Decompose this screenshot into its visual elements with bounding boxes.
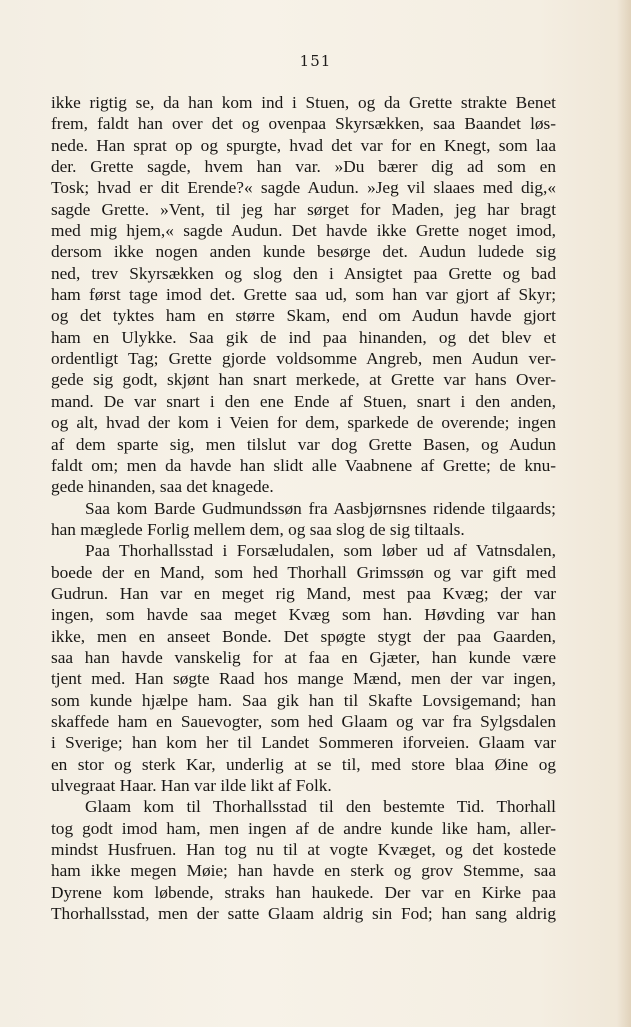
text-line: faldt om; men da havde han slidt alle Vaabnene af Grette; de knu- bbox=[51, 455, 556, 475]
text-line: gede sig godt, skjønt han snart merkede, at Grette var hans Over- bbox=[51, 370, 556, 390]
text-line: sagde Grette. »Vent, til jeg har sørget for Maden, jeg har bragt bbox=[51, 199, 556, 219]
text-line: ulvegraat Haar. Han var ilde likt af Folk. bbox=[51, 776, 332, 795]
text-line: Dyrene kom løbende, straks han haukede. Der var en Kirke paa bbox=[51, 882, 556, 902]
text-line: ikke, men en anseet Bonde. Det spøgte stygt der paa Gaarden, bbox=[51, 626, 556, 646]
text-line: frem, faldt han over det og ovenpaa Skyrsækken, saa Baandet løs- bbox=[51, 114, 556, 134]
text-line: ham ikke megen Møie; han havde en sterk og grov Stemme, saa bbox=[51, 861, 556, 881]
text-line: Glaam kom til Thorhallsstad til den bestemte Tid. Thorhall bbox=[85, 797, 556, 817]
body-text bbox=[51, 92, 556, 924]
text-line: han mæglede Forlig mellem dem, og saa slog de sig tiltaals. bbox=[51, 519, 465, 539]
text-line: en stor og sterk Kar, underlig at se til, med store blaa Øine og bbox=[51, 754, 556, 774]
text-line: boede der en Mand, som hed Thorhall Grimssøn og var gift med bbox=[51, 562, 556, 582]
text-line: af dem sparte sig, men tilslut var dog Grette Basen, og Audun bbox=[51, 434, 556, 454]
text-line: ham en Ulykke. Saa gik de ind paa hinanden, og det blev et bbox=[51, 327, 556, 347]
text-line: Gudrun. Han var en meget rig Mand, mest paa Kvæg; der var bbox=[51, 583, 556, 603]
text-line: Saa kom Barde Gudmundssøn fra Aasbjørnsnes ridende tilgaards; bbox=[85, 498, 556, 518]
text-line: og alt, hvad der kom i Veien for dem, sparkede de overende; ingen bbox=[51, 413, 556, 433]
text-line: i Sverige; han kom her til Landet Sommeren iforveien. Glaam var bbox=[51, 733, 556, 753]
text-line: Paa Thorhallsstad i Forsæludalen, som løber ud af Vatnsdalen, bbox=[85, 541, 556, 561]
text-line: med mig hjem,« sagde Audun. Det havde ikke Grette noget imod, bbox=[51, 221, 556, 241]
text-line: ingen, som havde saa meget Kvæg som han. Høvding var han bbox=[51, 605, 556, 625]
text-line: tjent med. Han søgte Raad hos mange Mænd, men der var ingen, bbox=[51, 669, 556, 689]
text-line: mand. De var snart i den ene Ende af Stuen, snart i den anden, bbox=[51, 391, 556, 411]
text-line: ned, trev Skyrsækken og slog den i Ansigtet paa Grette og bad bbox=[51, 263, 556, 283]
text-line: dersom ikke nogen anden kunde besørge det. Audun ludede sig bbox=[51, 242, 556, 262]
page-edge-shadow bbox=[617, 0, 631, 1027]
text-line: nede. Han sprat op og spurgte, hvad det var for en Knegt, som laa bbox=[51, 135, 556, 155]
text-line: ordentligt Tag; Grette gjorde voldsomme Angreb, men Audun ver- bbox=[51, 349, 556, 369]
text-line: skaffede ham en Sauevogter, som hed Glaam og var fra Sylgsdalen bbox=[51, 711, 556, 731]
text-line: Tosk; hvad er dit Erende?« sagde Audun. »Jeg vil slaaes med dig,« bbox=[51, 178, 556, 198]
text-line: mindst Husfruen. Han tog nu til at vogte Kvæget, og det kostede bbox=[51, 840, 556, 860]
text-line: og det tyktes ham en større Skam, end om Audun havde gjort bbox=[51, 306, 556, 326]
text-line: ham først tage imod det. Grette saa ud, som han var gjort af Skyr; bbox=[51, 285, 556, 305]
text-line: gede hinanden, saa det knagede. bbox=[51, 477, 274, 497]
text-line: Thorhallsstad, men der satte Glaam aldrig sin Fod; han sang aldrig bbox=[51, 904, 556, 924]
text-line: som kunde hjælpe ham. Saa gik han til Skafte Lovsigemand; han bbox=[51, 690, 556, 710]
page-number: 151 bbox=[299, 52, 332, 70]
text-line: tog godt imod ham, men ingen af de andre kunde like ham, aller- bbox=[51, 818, 556, 838]
text-line: ikke rigtig se, da han kom ind i Stuen, og da Grette strakte Benet bbox=[51, 93, 556, 112]
text-line: saa han havde vanskelig for at faa en Gjæter, han kunde være bbox=[51, 647, 556, 667]
text-line: der. Grette sagde, hvem han var. »Du bærer dig ad som en bbox=[51, 157, 556, 177]
